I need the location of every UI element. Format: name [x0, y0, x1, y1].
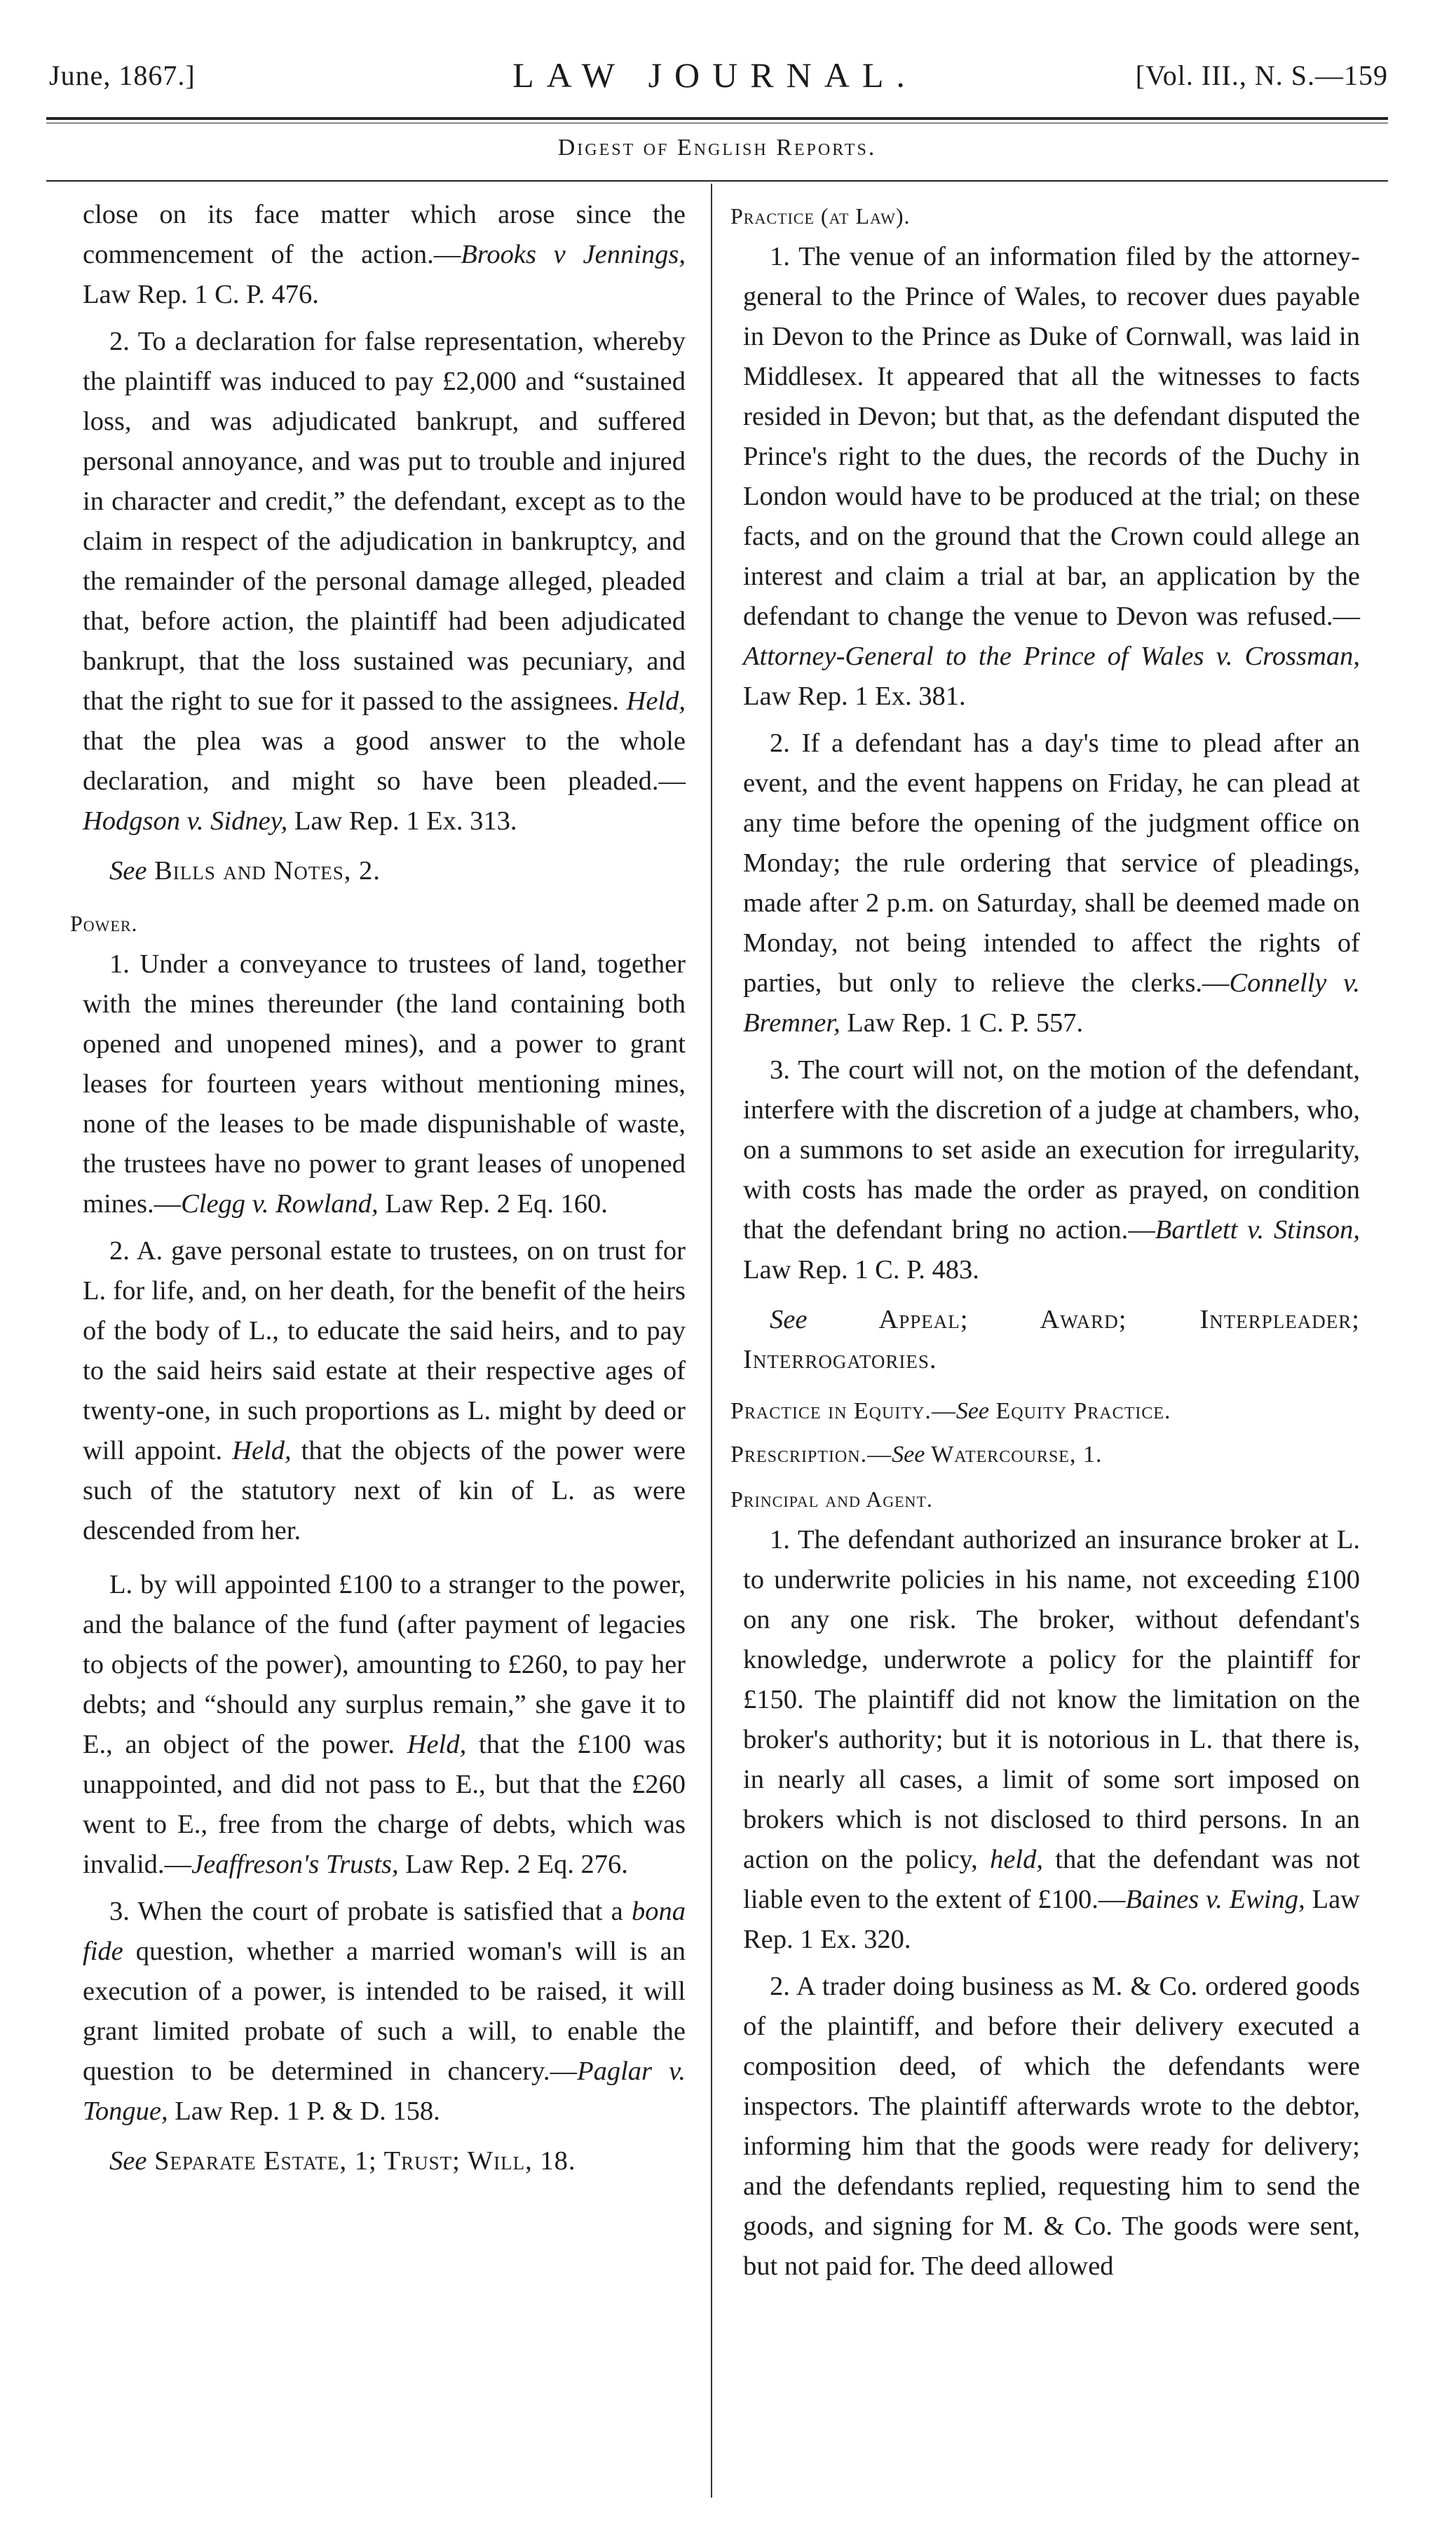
right-column	[730, 195, 1360, 2294]
entry-paragraph: 1. The venue of an information filed by the attorney-general to the Prince of Wales, to recover dues payable in Devon to the Prince as Duke of Cornwall, was laid in Middlesex. It appeared that all the witnesses to facts resided in Devon; but that, as the defendant disputed the Prince's right to the dues, the records of the Duchy in London would have to be produced at the trial; on these facts, and on the ground that the Crown could allege an interest and claim a trial at bar, an application by the defendant to change the venue to Devon was refused.—Attorney-General to the Prince of Wales v. Crossman, Law Rep. 1 Ex. 381.	[743, 242, 1360, 711]
case-name: Baines v. Ewing,	[1125, 1885, 1305, 1914]
entry-paragraph: 1. The defendant authorized an insurance broker at L. to underwrite policies in his name, not exceeding £100 on any one risk. The broker, without defendant's knowledge, underwrote a policy for the plaintiff for £150. The plaintiff did not know the limitation on the broker's authority; but it is notorious in L. that there is, in nearly all cases, a limit of some sort imposed on brokers which is not disclosed to third persons. In an action on the policy, held, that the defendant was not liable even to the extent of £100.—Baines v. Ewing, Law Rep. 1 Ex. 320.	[743, 1525, 1360, 1954]
case-name: Connelly v. Bremner,	[743, 968, 1360, 1038]
entry-paragraph: 2. A trader doing business as M. & Co. ordered goods of the plaintiff, and before their delivery executed a composition deed, of which the defendants were inspectors. The plaintiff afterwards wrote to the debtor, informing him that the goods were ready for delivery; and the defendants replied, requesting him to send the goods, and signing for M. & Co. The goods were sent, but not paid for. The deed allowed	[743, 1972, 1360, 2281]
running-head	[42, 55, 1388, 104]
header-date: June, 1867.]	[49, 60, 196, 91]
case-name: Attorney-General to the Prince of Wales v. Crossman,	[743, 642, 1360, 671]
case-name: Paglar v. Tongue,	[83, 2057, 686, 2126]
entry-paragraph: 3. When the court of probate is satisfied that a bona fide question, whether a married woman's will is an execution of a power, is intended to be raised, it will grant limited probate of such a will, to enable the question to be determined in chancery.—Paglar v. Tongue, Law Rep. 1 P. & D. 158.	[83, 1897, 686, 2126]
case-name: Bartlett v. Stinson,	[1155, 1215, 1360, 1245]
entry-paragraph: 2. If a defendant has a day's time to plead after an event, and the event happens on Friday, he can plead at any time before the opening of the judgment office on Monday; the rule ordering that service of pleadings, made after 2 p.m. on Saturday, shall be deemed made on Monday, not being intended to affect the rights of parties, but only to relieve the clerks.—Connelly v. Bremner, Law Rep. 1 C. P. 557.	[743, 729, 1360, 1038]
topic-heading-prescription: Prescription.—See Watercourse, 1.	[730, 1442, 1103, 1468]
column-divider	[711, 184, 712, 2498]
case-name: Clegg v. Rowland,	[181, 1189, 379, 1219]
entry-paragraph: 2. A. gave personal estate to trustees, on on trust for L. for life, and, on her death, for the benefit of the heirs of the body of L., to educate the said heirs, and to pay to the said heirs said estate at their respective ages of twenty-one, in such proportions as L. might by deed or will appoint. Held, that the objects of the power were such of the statutory next of kin of L. as were descended from her.	[83, 1236, 686, 1545]
entry-paragraph: L. by will appointed £100 to a stranger to the power, and the balance of the fund (after payment of legacies to objects of the power), amounting to £260, to pay her debts; and “should any surplus remain,” she gave it to E., an object of the power. Held, that the £100 was unappointed, and did not pass to E., but that the £260 went to E., free from the charge of debts, which was invalid.—Jeaffreson's Trusts, Law Rep. 2 Eq. 276.	[83, 1570, 686, 1879]
cross-reference: See Separate Estate, 1; Trust; Will, 18.	[109, 2146, 576, 2176]
entry-paragraph: 1. Under a conveyance to trustees of land, together with the mines thereunder (the land containing both opened and unopened mines), and a power to grant leases for fourteen years without mentioning mines, none of the leases to be made dispunishable of waste, the trustees have no power to grant leases of unopened mines.—Clegg v. Rowland, Law Rep. 2 Eq. 160.	[83, 949, 686, 1219]
cross-reference: See Bills and Notes, 2.	[109, 856, 381, 886]
header-rule-thick	[46, 117, 1388, 120]
header-volume-page: [Vol. III., N. S.—159	[1135, 60, 1388, 91]
cross-reference: See Appeal; Award; Interpleader; Interrogatories.	[743, 1305, 1360, 1374]
section-title: Digest of English Reports.	[557, 135, 877, 161]
topic-heading-practice-equity: Practice in Equity.—See Equity Practice.	[730, 1398, 1171, 1424]
topic-heading: Practice (at Law).	[730, 203, 911, 229]
section-rule	[46, 180, 1388, 182]
case-name: Hodgson v. Sidney,	[83, 806, 288, 836]
entry-paragraph: 2. To a declaration for false representation, whereby the plaintiff was induced to pay £2,000 and “sustained loss, and was adjudicated bankrupt, and suffered personal annoyance, and was put to trouble and injured in character and credit,” the defendant, except as to the claim in respect of the adjudication in bankruptcy, and the remainder of the personal damage alleged, pleaded that, before action, the plaintiff had been adjudicated bankrupt, that the loss sustained was pecuniary, and that the right to sue for it passed to the assignees. Held, that the plea was a good answer to the whole declaration, and might so have been pleaded.—Hodgson v. Sidney, Law Rep. 1 Ex. 313.	[83, 327, 686, 836]
left-column	[70, 195, 686, 2195]
entry-paragraph: 3. The court will not, on the motion of the defendant, interfere with the discretion of a judge at chambers, who, on a summons to set aside an execution for irregularity, with costs has made the order as prayed, on condition that the defendant bring no action.—Bartlett v. Stinson, Law Rep. 1 C. P. 483.	[743, 1055, 1360, 1285]
case-name: Brooks v Jennings,	[461, 240, 686, 269]
case-name: Jeaffreson's Trusts,	[191, 1850, 399, 1879]
topic-heading: Power.	[70, 911, 138, 936]
entry-continued: close on its face matter which arose since the commencement of the action.—Brooks v Jennings, Law Rep. 1 C. P. 476.	[83, 200, 686, 309]
journal-title: LAW JOURNAL.	[512, 55, 918, 95]
topic-heading: Principal and Agent.	[730, 1486, 933, 1512]
